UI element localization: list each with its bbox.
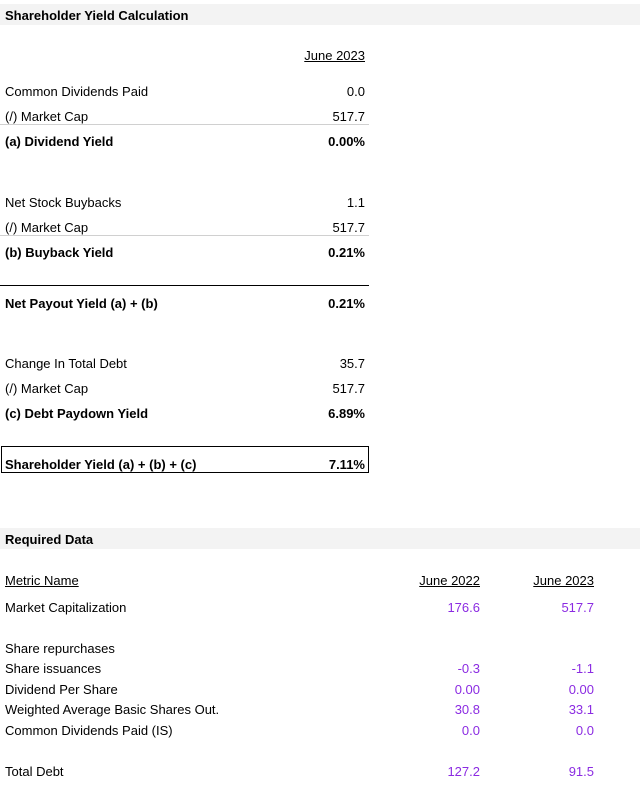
debt-mcap-value: 517.7: [332, 381, 365, 396]
debt-yield-value: 6.89%: [328, 406, 365, 421]
row-value-2023: 517.7: [561, 600, 594, 615]
debt-yield-label: (c) Debt Paydown Yield: [5, 406, 149, 421]
dividend-yield-label: (a) Dividend Yield: [5, 134, 114, 149]
div-mcap-label: (/) Market Cap: [5, 109, 89, 124]
row-value-2023: 33.1: [568, 702, 594, 717]
div-mcap-value: 517.7: [332, 109, 365, 124]
buyback-yield-label: (b) Buyback Yield: [5, 245, 114, 260]
required-section-title: Required Data: [5, 532, 94, 547]
row-metric-name: Share repurchases: [5, 641, 115, 656]
net-buybacks-value: 1.1: [346, 195, 365, 210]
required-section-header: [0, 528, 640, 549]
buyback-yield-value: 0.21%: [328, 245, 365, 260]
divider: [0, 124, 369, 125]
row-value-2022: 176.6: [447, 600, 480, 615]
row-metric-name: Market Capitalization: [5, 600, 127, 615]
net-payout-label: Net Payout Yield (a) + (b): [5, 296, 158, 311]
col-june-2022: June 2022: [419, 573, 480, 588]
row-metric-name: Total Debt: [5, 764, 64, 779]
shareholder-yield-value: 7.11%: [328, 457, 365, 472]
row-value-2023: 0.00: [568, 682, 594, 697]
row-value-2023: 91.5: [568, 764, 594, 779]
divider: [0, 285, 369, 286]
dividends-paid-label: Common Dividends Paid: [5, 84, 149, 99]
row-metric-name: Common Dividends Paid (IS): [5, 723, 173, 738]
calc-section-title: Shareholder Yield Calculation: [5, 8, 189, 23]
shareholder-yield-label: Shareholder Yield (a) + (b) + (c): [5, 457, 197, 472]
dividend-yield-value: 0.00%: [328, 134, 365, 149]
row-value-2022: 0.00: [454, 682, 480, 697]
row-value-2023: 0.0: [575, 723, 594, 738]
net-payout-value: 0.21%: [328, 296, 365, 311]
row-value-2022: 30.8: [454, 702, 480, 717]
row-value-2022: 0.0: [461, 723, 480, 738]
row-value-2022: -0.3: [457, 661, 480, 676]
row-value-2023: -1.1: [571, 661, 594, 676]
row-metric-name: Share issuances: [5, 661, 102, 676]
bb-mcap-label: (/) Market Cap: [5, 220, 89, 235]
net-buybacks-label: Net Stock Buybacks: [5, 195, 122, 210]
col-june-2023: June 2023: [533, 573, 594, 588]
calc-period-header: June 2023: [304, 48, 365, 63]
debt-change-value: 35.7: [339, 356, 365, 371]
bb-mcap-value: 517.7: [332, 220, 365, 235]
row-metric-name: Weighted Average Basic Shares Out.: [5, 702, 220, 717]
debt-change-label: Change In Total Debt: [5, 356, 127, 371]
col-metric-name: Metric Name: [5, 573, 79, 588]
row-metric-name: Dividend Per Share: [5, 682, 118, 697]
divider: [0, 235, 369, 236]
row-value-2022: 127.2: [447, 764, 480, 779]
debt-mcap-label: (/) Market Cap: [5, 381, 89, 396]
dividends-paid-value: 0.0: [346, 84, 365, 99]
